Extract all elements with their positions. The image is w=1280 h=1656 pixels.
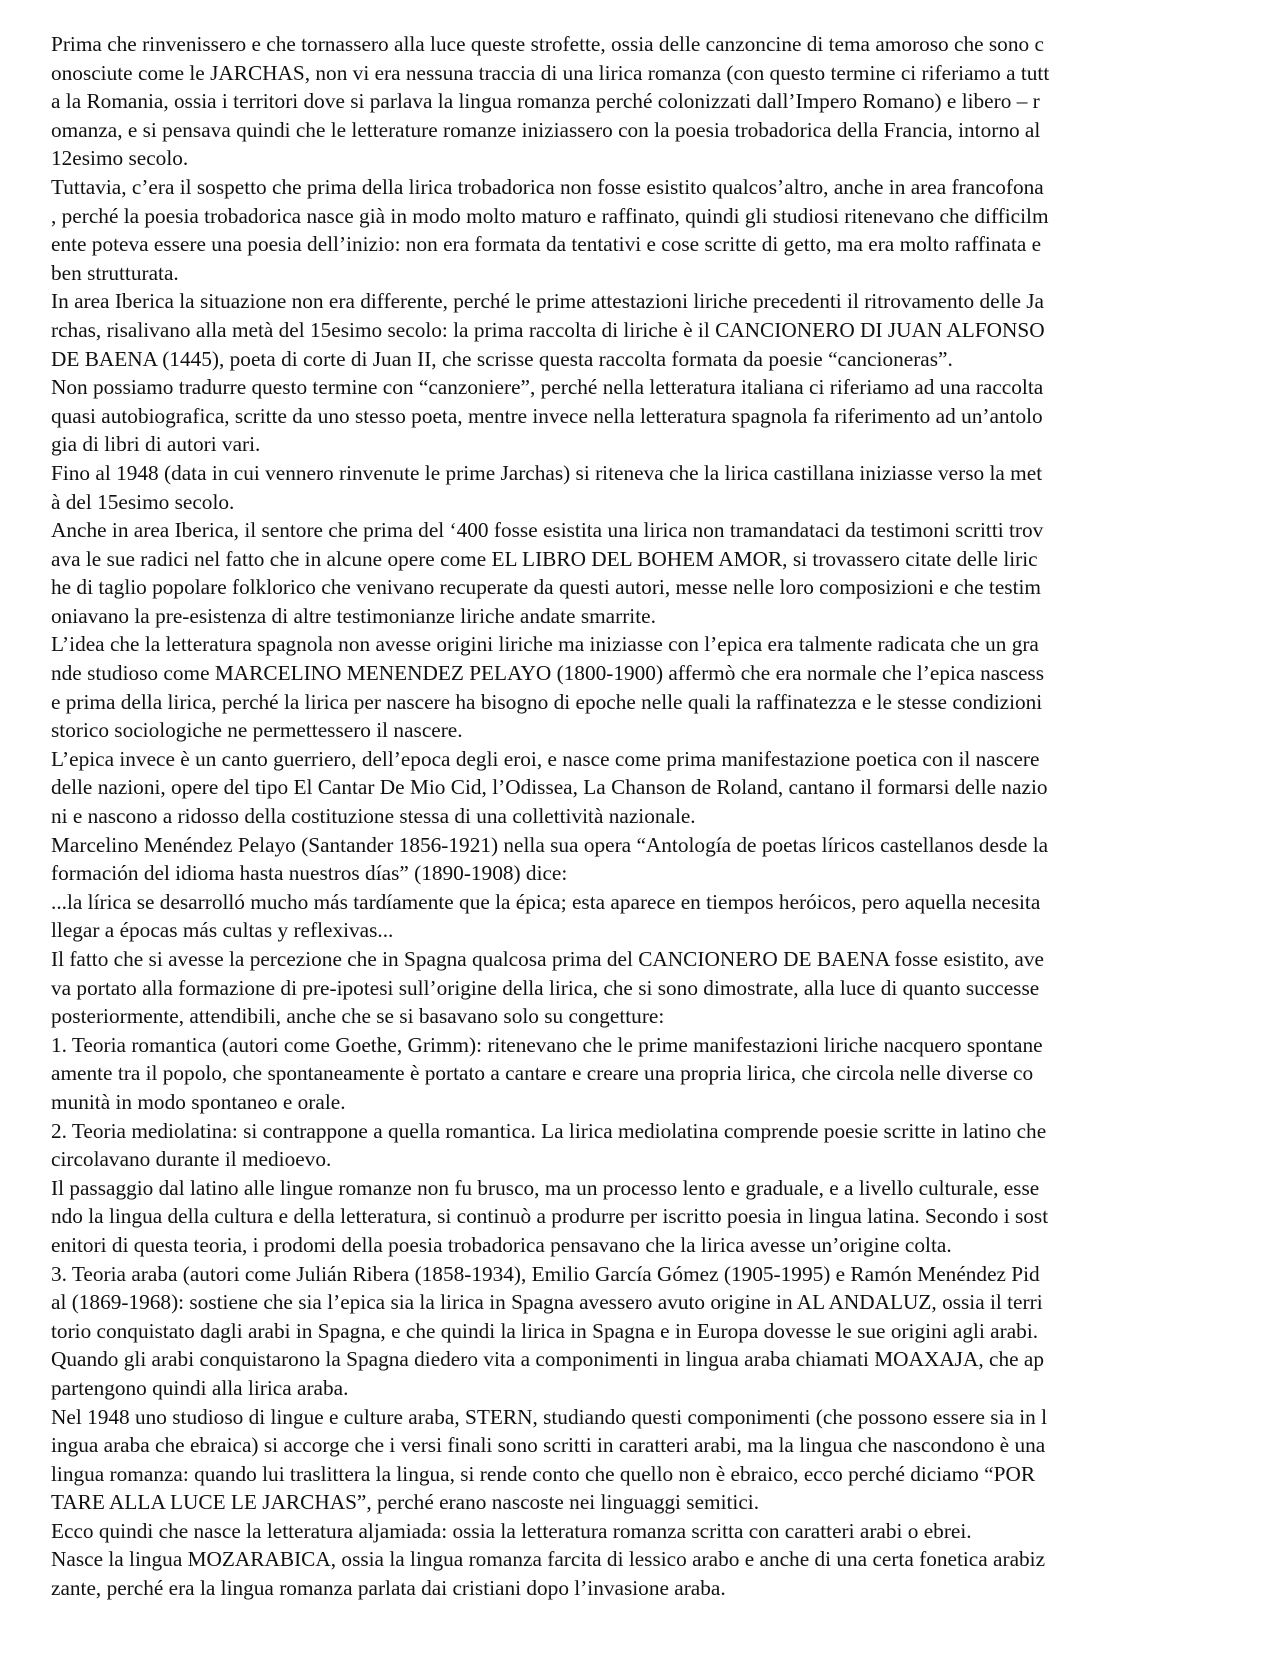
text-line: 3. Teoria araba (autori come Julián Ribera (1858-1934), Emilio García Gómez (1905-1995) e Ramón Menéndez Pid <box>51 1261 1040 1286</box>
text-line: Tuttavia, c’era il sospetto che prima della lirica trobadorica non fosse esistito qualcos’altro, anche in area francofona <box>51 174 1044 199</box>
text-line: L’epica invece è un canto guerriero, dell’epoca degli eroi, e nasce come prima manifestazione poetica con il nascere <box>51 746 1040 771</box>
text-line: L’idea che la letteratura spagnola non avesse origini liriche ma iniziasse con l’epica era talmente radicata che un gra <box>51 632 1039 657</box>
text-line: oniavano la pre-esistenza di altre testimonianze liriche andate smarrite. <box>51 603 656 628</box>
text-line: Il passaggio dal latino alle lingue romanze non fu brusco, ma un processo lento e graduale, e a livello culturale, esse <box>51 1175 1040 1200</box>
text-line: à del 15esimo secolo. <box>51 489 235 514</box>
text-line: , perché la poesia trobadorica nasce già in modo molto maturo e raffinato, quindi gli studiosi ritenevano che difficilm <box>51 203 1049 228</box>
text-line: 2. Teoria mediolatina: si contrappone a quella romantica. La lirica mediolatina comprende poesie scritte in latino che <box>51 1118 1047 1143</box>
text-line: zante, perché era la lingua romanza parlata dai cristiani dopo l’invasione araba. <box>51 1576 726 1601</box>
text-line: Non possiamo tradurre questo termine con “canzoniere”, perché nella letteratura italiana ci riferiamo ad una raccolta <box>51 375 1044 400</box>
text-line: Prima che rinvenissero e che tornassero alla luce queste strofette, ossia delle canzoncine di tema amoroso che sono c <box>51 32 1044 56</box>
text-line: e prima della lirica, perché la lirica per nascere ha bisogno di epoche nelle quali la raffinatezza e le stesse condizioni <box>51 689 1043 714</box>
text-line: DE BAENA (1445), poeta di corte di Juan II, che scrisse questa raccolta formata da poesie “cancioneras”. <box>51 346 953 371</box>
text-line: onosciute come le JARCHAS, non vi era nessuna traccia di una lirica romanza (con questo termine ci riferiamo a tutt <box>51 60 1050 85</box>
text-line: In area Iberica la situazione non era differente, perché le prime attestazioni liriche precedenti il ritrovamento delle Ja <box>51 289 1044 314</box>
text-line: Il fatto che si avesse la percezione che in Spagna qualcosa prima del CANCIONERO DE BAENA fosse esistito, ave <box>51 947 1044 971</box>
text-line: 1. Teoria romantica (autori come Goethe, Grimm): ritenevano che le prime manifestazioni liriche nacquero spontane <box>51 1032 1043 1057</box>
text-line: Quando gli arabi conquistarono la Spagna diedero vita a componimenti in lingua araba chiamati MOAXAJA, che ap <box>51 1347 1044 1372</box>
text-line: storico sociologiche ne permettessero il nascere. <box>51 718 463 743</box>
text-line: nde studioso come MARCELINO MENENDEZ PELAYO (1800-1900) affermò che era normale che l’epica nascess <box>51 661 1044 686</box>
text-line: delle nazioni, opere del tipo El Cantar De Mio Cid, l’Odissea, La Chanson de Roland, cantano il formarsi delle nazio <box>51 775 1048 800</box>
text-line: munità in modo spontaneo e orale. <box>51 1089 346 1114</box>
text-line: ...la lírica se desarrolló mucho más tardíamente que la épica; esta aparece en tiempos heróicos, pero aquella necesita <box>51 889 1041 914</box>
text-line: a la Romania, ossia i territori dove si parlava la lingua romanza perché colonizzati dall’Impero Romano) e libero – r <box>51 89 1040 114</box>
text-line: omanza, e si pensava quindi che le letterature romanze iniziassero con la poesia trobadorica della Francia, intorno al <box>51 117 1041 142</box>
text-line: ndo la lingua della cultura e della letteratura, si continuò a produrre per iscritto poesia in lingua latina. Secondo i sost <box>51 1204 1049 1229</box>
text-line: Marcelino Menéndez Pelayo (Santander 1856-1921) nella sua opera “Antología de poetas líricos castellanos desde la <box>51 832 1049 857</box>
text-line: he di taglio popolare folklorico che venivano recuperate da questi autori, messe nelle loro composizioni e che testim <box>51 575 1041 600</box>
text-line: al (1869-1968): sostiene che sia l’epica sia la lirica in Spagna avessero avuto origine in AL ANDALUZ, ossia il terri <box>51 1290 1043 1315</box>
text-line: Nasce la lingua MOZARABICA, ossia la lingua romanza farcita di lessico arabo e anche di una certa fonetica arabiz <box>51 1547 1046 1572</box>
text-line: partengono quindi alla lirica araba. <box>51 1375 349 1400</box>
text-line: ente poteva essere una poesia dell’inizio: non era formata da tentativi e cose scritte di getto, ma era molto raffinata e <box>51 232 1042 257</box>
text-line: circolavano durante il medioevo. <box>51 1147 332 1172</box>
text-line: formación del idioma hasta nuestros días” (1890-1908) dice: <box>51 861 568 886</box>
text-line: posteriormente, attendibili, anche che se si basavano solo su congetture: <box>51 1004 665 1029</box>
text-line: ingua araba che ebraica) si accorge che i versi finali sono scritti in caratteri arabi, ma la lingua che nascondono è una <box>51 1433 1046 1458</box>
text-line: 12esimo secolo. <box>51 146 189 171</box>
text-line: ni e nascono a ridosso della costituzione stessa di una collettività nazionale. <box>51 804 696 829</box>
text-line: amente tra il popolo, che spontaneamente è portato a cantare e creare una propria lirica, che circola nelle diverse co <box>51 1061 1034 1086</box>
text-line: Anche in area Iberica, il sentore che prima del ‘400 fosse esistita una lirica non tramandataci da testimoni scritti trov <box>51 518 1044 543</box>
text-line: torio conquistato dagli arabi in Spagna, e che quindi la lirica in Spagna e in Europa dovesse le sue origini agli arabi. <box>51 1318 1039 1343</box>
text-line: ava le sue radici nel fatto che in alcune opere come EL LIBRO DEL BOHEM AMOR, si trovassero citate delle liric <box>51 546 1038 571</box>
text-line: quasi autobiografica, scritte da uno stesso poeta, mentre invece nella letteratura spagnola fa riferimento ad un’antolo <box>51 403 1043 428</box>
text-line: va portato alla formazione di pre-ipotesi sull’origine della lirica, che si sono dimostrate, alla luce di quanto successe <box>51 975 1040 1000</box>
text-line: enitori di questa teoria, i prodomi della poesia trobadorica pensavano che la lirica avesse un’origine colta. <box>51 1232 952 1257</box>
text-line: lingua romanza: quando lui traslittera la lingua, si rende conto che quello non è ebraico, ecco perché diciamo “POR <box>51 1461 1036 1486</box>
document-page <box>51 30 1231 1603</box>
text-line: gia di libri di autori vari. <box>51 432 261 457</box>
text-line: Nel 1948 uno studioso di lingue e culture araba, STERN, studiando questi componimenti (che possono essere sia in l <box>51 1404 1048 1429</box>
text-line: llegar a épocas más cultas y reflexivas... <box>51 918 394 943</box>
text-line: Ecco quindi che nasce la letteratura aljamiada: ossia la letteratura romanza scritta con caratteri arabi o ebrei. <box>51 1518 972 1543</box>
text-line: rchas, risalivano alla metà del 15esimo secolo: la prima raccolta di liriche è il CANCIONERO DI JUAN ALFONSO <box>51 317 1045 342</box>
text-line: ben strutturata. <box>51 260 179 285</box>
text-line: TARE ALLA LUCE LE JARCHAS”, perché erano nascoste nei linguaggi semitici. <box>51 1490 760 1515</box>
text-line: Fino al 1948 (data in cui vennero rinvenute le prime Jarchas) si riteneva che la lirica castillana iniziasse verso la met <box>51 460 1043 485</box>
